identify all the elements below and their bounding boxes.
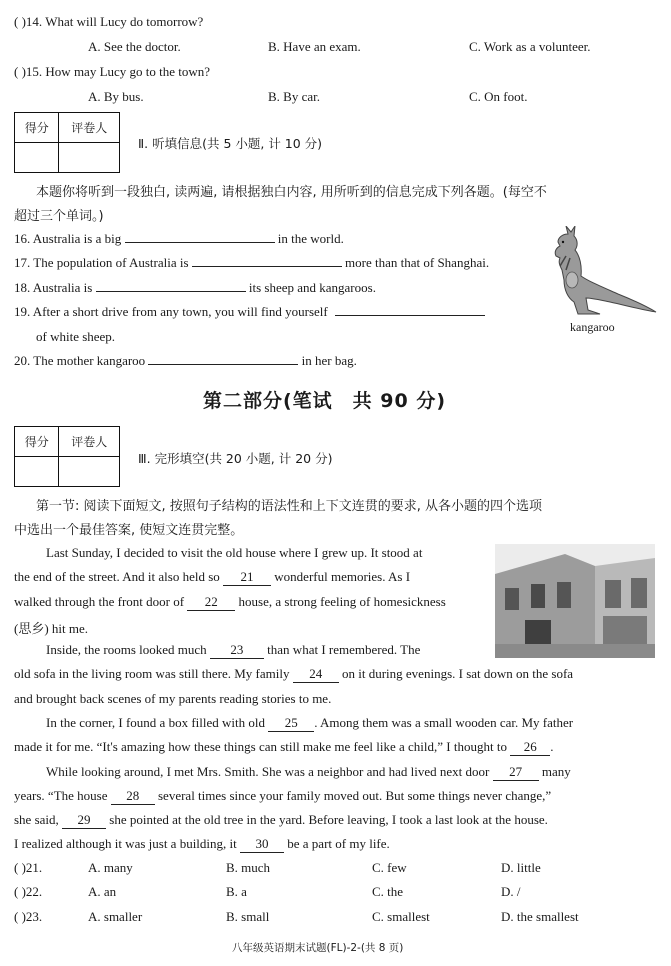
passage-text: she pointed at the old tree in the yard. Before leaving, I took a last look at the house. bbox=[109, 812, 548, 827]
option-d: D. the smallest bbox=[501, 909, 579, 924]
question-20 bbox=[14, 353, 357, 369]
section-title: Ⅲ. 完形填空(共 20 小题, 计 20 分) bbox=[138, 451, 333, 466]
question-16 bbox=[14, 231, 344, 247]
passage-text: walked through the front door of bbox=[14, 594, 185, 609]
passage-line: and brought back scenes of my parents reading stories to me. bbox=[14, 691, 332, 706]
passage-text: house, a strong feeling of homesickness bbox=[238, 594, 446, 609]
passage-text: on it during evenings. I sat down on the sofa bbox=[342, 666, 574, 681]
instruction: 中选出一个最佳答案, 使短文连贯完整。 bbox=[14, 523, 244, 538]
option-b: B. much bbox=[226, 860, 271, 875]
passage-text: old sofa in the living room was still there. My family bbox=[14, 666, 290, 681]
passage-text: she said, bbox=[14, 812, 59, 827]
section-title: Ⅱ. 听填信息(共 5 小题, 计 10 分) bbox=[138, 136, 323, 151]
question-text: in the world. bbox=[277, 231, 344, 246]
option-b: B. Have an exam. bbox=[268, 39, 361, 54]
option-c: C. On foot. bbox=[469, 89, 528, 104]
option-c: C. Work as a volunteer. bbox=[469, 39, 591, 54]
passage-line bbox=[14, 812, 548, 829]
passage-line bbox=[46, 642, 420, 659]
passage-text: several times since your family moved out. But some things never change,” bbox=[158, 788, 552, 803]
option-d: D. / bbox=[501, 884, 521, 899]
cloze-blank-28[interactable]: 28 bbox=[111, 788, 155, 805]
cloze-blank-27[interactable]: 27 bbox=[493, 764, 539, 781]
passage-line: (思乡) hit me. bbox=[14, 621, 89, 636]
grader-cell[interactable] bbox=[59, 457, 120, 487]
passage-text: many bbox=[541, 764, 571, 779]
cloze-blank-30[interactable]: 30 bbox=[240, 836, 284, 853]
cloze-blank-29[interactable]: 29 bbox=[62, 812, 106, 829]
passage-line bbox=[14, 569, 410, 586]
cloze-blank-21[interactable]: 21 bbox=[223, 569, 271, 586]
passage-text: I realized although it was just a building, it bbox=[14, 836, 237, 851]
question-15 bbox=[14, 64, 210, 80]
instruction: 本题你将听到一段独白, 读两遍, 请根据独白内容, 用所听到的信息完成下列各题。(每空不 bbox=[36, 185, 547, 200]
passage-line: Last Sunday, I decided to visit the old house where I grew up. It stood at bbox=[46, 545, 423, 560]
question-18 bbox=[14, 280, 376, 296]
passage-line bbox=[46, 715, 573, 732]
cloze-blank-23[interactable]: 23 bbox=[210, 642, 264, 659]
question-21: ( )21. bbox=[14, 860, 43, 875]
option-a: A. smaller bbox=[88, 909, 143, 924]
question-14 bbox=[14, 14, 203, 30]
answer-blank-20[interactable] bbox=[148, 364, 298, 365]
question-text: How may Lucy go to the town? bbox=[45, 64, 211, 79]
passage-text: . Among them was a small wooden car. My father bbox=[314, 715, 574, 730]
passage-text: years. “The house bbox=[14, 788, 108, 803]
question-text: 17. The population of Australia is bbox=[14, 255, 189, 270]
question-text: 18. Australia is bbox=[14, 280, 93, 295]
old-house-photo bbox=[495, 544, 655, 658]
score-cell[interactable] bbox=[15, 457, 59, 487]
kangaroo-illustration bbox=[548, 226, 658, 318]
passage-text: the end of the street. And it also held so bbox=[14, 569, 220, 584]
passage-text: Inside, the rooms looked much bbox=[46, 642, 207, 657]
question-17 bbox=[14, 255, 489, 271]
option-b: B. small bbox=[226, 909, 270, 924]
question-19 bbox=[14, 304, 485, 320]
answer-blank-18[interactable] bbox=[96, 291, 246, 292]
option-c: C. few bbox=[372, 860, 407, 875]
passage-text: be a part of my life. bbox=[287, 836, 390, 851]
option-a: A. an bbox=[88, 884, 117, 899]
passage-text: than what I remembered. The bbox=[267, 642, 421, 657]
passage-text: wonderful memories. As I bbox=[274, 569, 411, 584]
passage-line bbox=[14, 594, 446, 611]
option-b: B. a bbox=[226, 884, 247, 899]
cloze-blank-25[interactable]: 25 bbox=[268, 715, 314, 732]
question-text: 16. Australia is a big bbox=[14, 231, 122, 246]
passage-line bbox=[14, 666, 573, 683]
question-text: What will Lucy do tomorrow? bbox=[45, 14, 204, 29]
option-a: A. many bbox=[88, 860, 133, 875]
option-c: C. smallest bbox=[372, 909, 430, 924]
question-23: ( )23. bbox=[14, 909, 43, 924]
passage-line bbox=[14, 739, 553, 756]
passage-line bbox=[14, 836, 390, 853]
cloze-blank-22[interactable]: 22 bbox=[187, 594, 235, 611]
option-a: A. By bus. bbox=[88, 89, 144, 104]
score-box bbox=[14, 112, 120, 173]
passage-line bbox=[46, 764, 571, 781]
score-label: 得分 bbox=[15, 113, 59, 143]
question-number: ( )15. bbox=[14, 64, 43, 79]
answer-blank-19[interactable] bbox=[335, 315, 485, 316]
grader-label: 评卷人 bbox=[59, 427, 120, 457]
question-number: ( )14. bbox=[14, 14, 43, 29]
question-22: ( )22. bbox=[14, 884, 43, 899]
option-c: C. the bbox=[372, 884, 404, 899]
question-text: its sheep and kangaroos. bbox=[248, 280, 376, 295]
answer-blank-16[interactable] bbox=[125, 242, 275, 243]
passage-text: While looking around, I met Mrs. Smith. She was a neighbor and had lived next door bbox=[46, 764, 490, 779]
instruction: 第一节: 阅读下面短文, 按照句子结构的语法性和上下文连贯的要求, 从各小题的四个选项 bbox=[36, 499, 543, 514]
cloze-blank-24[interactable]: 24 bbox=[293, 666, 339, 683]
passage-line bbox=[14, 788, 551, 805]
part-title: 第二部分(笔试 共 90 分) bbox=[203, 390, 447, 412]
question-19-cont: of white sheep. bbox=[36, 329, 116, 344]
score-label: 得分 bbox=[15, 427, 59, 457]
question-text: 19. After a short drive from any town, you will find yourself bbox=[14, 304, 328, 319]
score-cell[interactable] bbox=[15, 143, 59, 173]
option-b: B. By car. bbox=[268, 89, 320, 104]
illustration-caption: kangaroo bbox=[570, 320, 615, 334]
instruction: 超过三个单词。) bbox=[14, 209, 104, 224]
question-text: 20. The mother kangaroo bbox=[14, 353, 146, 368]
option-a: A. See the doctor. bbox=[88, 39, 181, 54]
passage-text: made it for me. “It's amazing how these things can still make me feel like a child,” I thought to bbox=[14, 739, 507, 754]
page-footer: 八年级英语期末试题(FL)-2-(共 8 页) bbox=[232, 942, 404, 954]
option-d: D. little bbox=[501, 860, 541, 875]
grader-cell[interactable] bbox=[59, 143, 120, 173]
question-text: more than that of Shanghai. bbox=[345, 255, 490, 270]
answer-blank-17[interactable] bbox=[192, 266, 342, 267]
passage-text: . bbox=[550, 739, 554, 754]
grader-label: 评卷人 bbox=[59, 113, 120, 143]
question-text: in her bag. bbox=[301, 353, 357, 368]
cloze-blank-26[interactable]: 26 bbox=[510, 739, 550, 756]
score-box bbox=[14, 426, 120, 487]
passage-text: In the corner, I found a box filled with old bbox=[46, 715, 265, 730]
